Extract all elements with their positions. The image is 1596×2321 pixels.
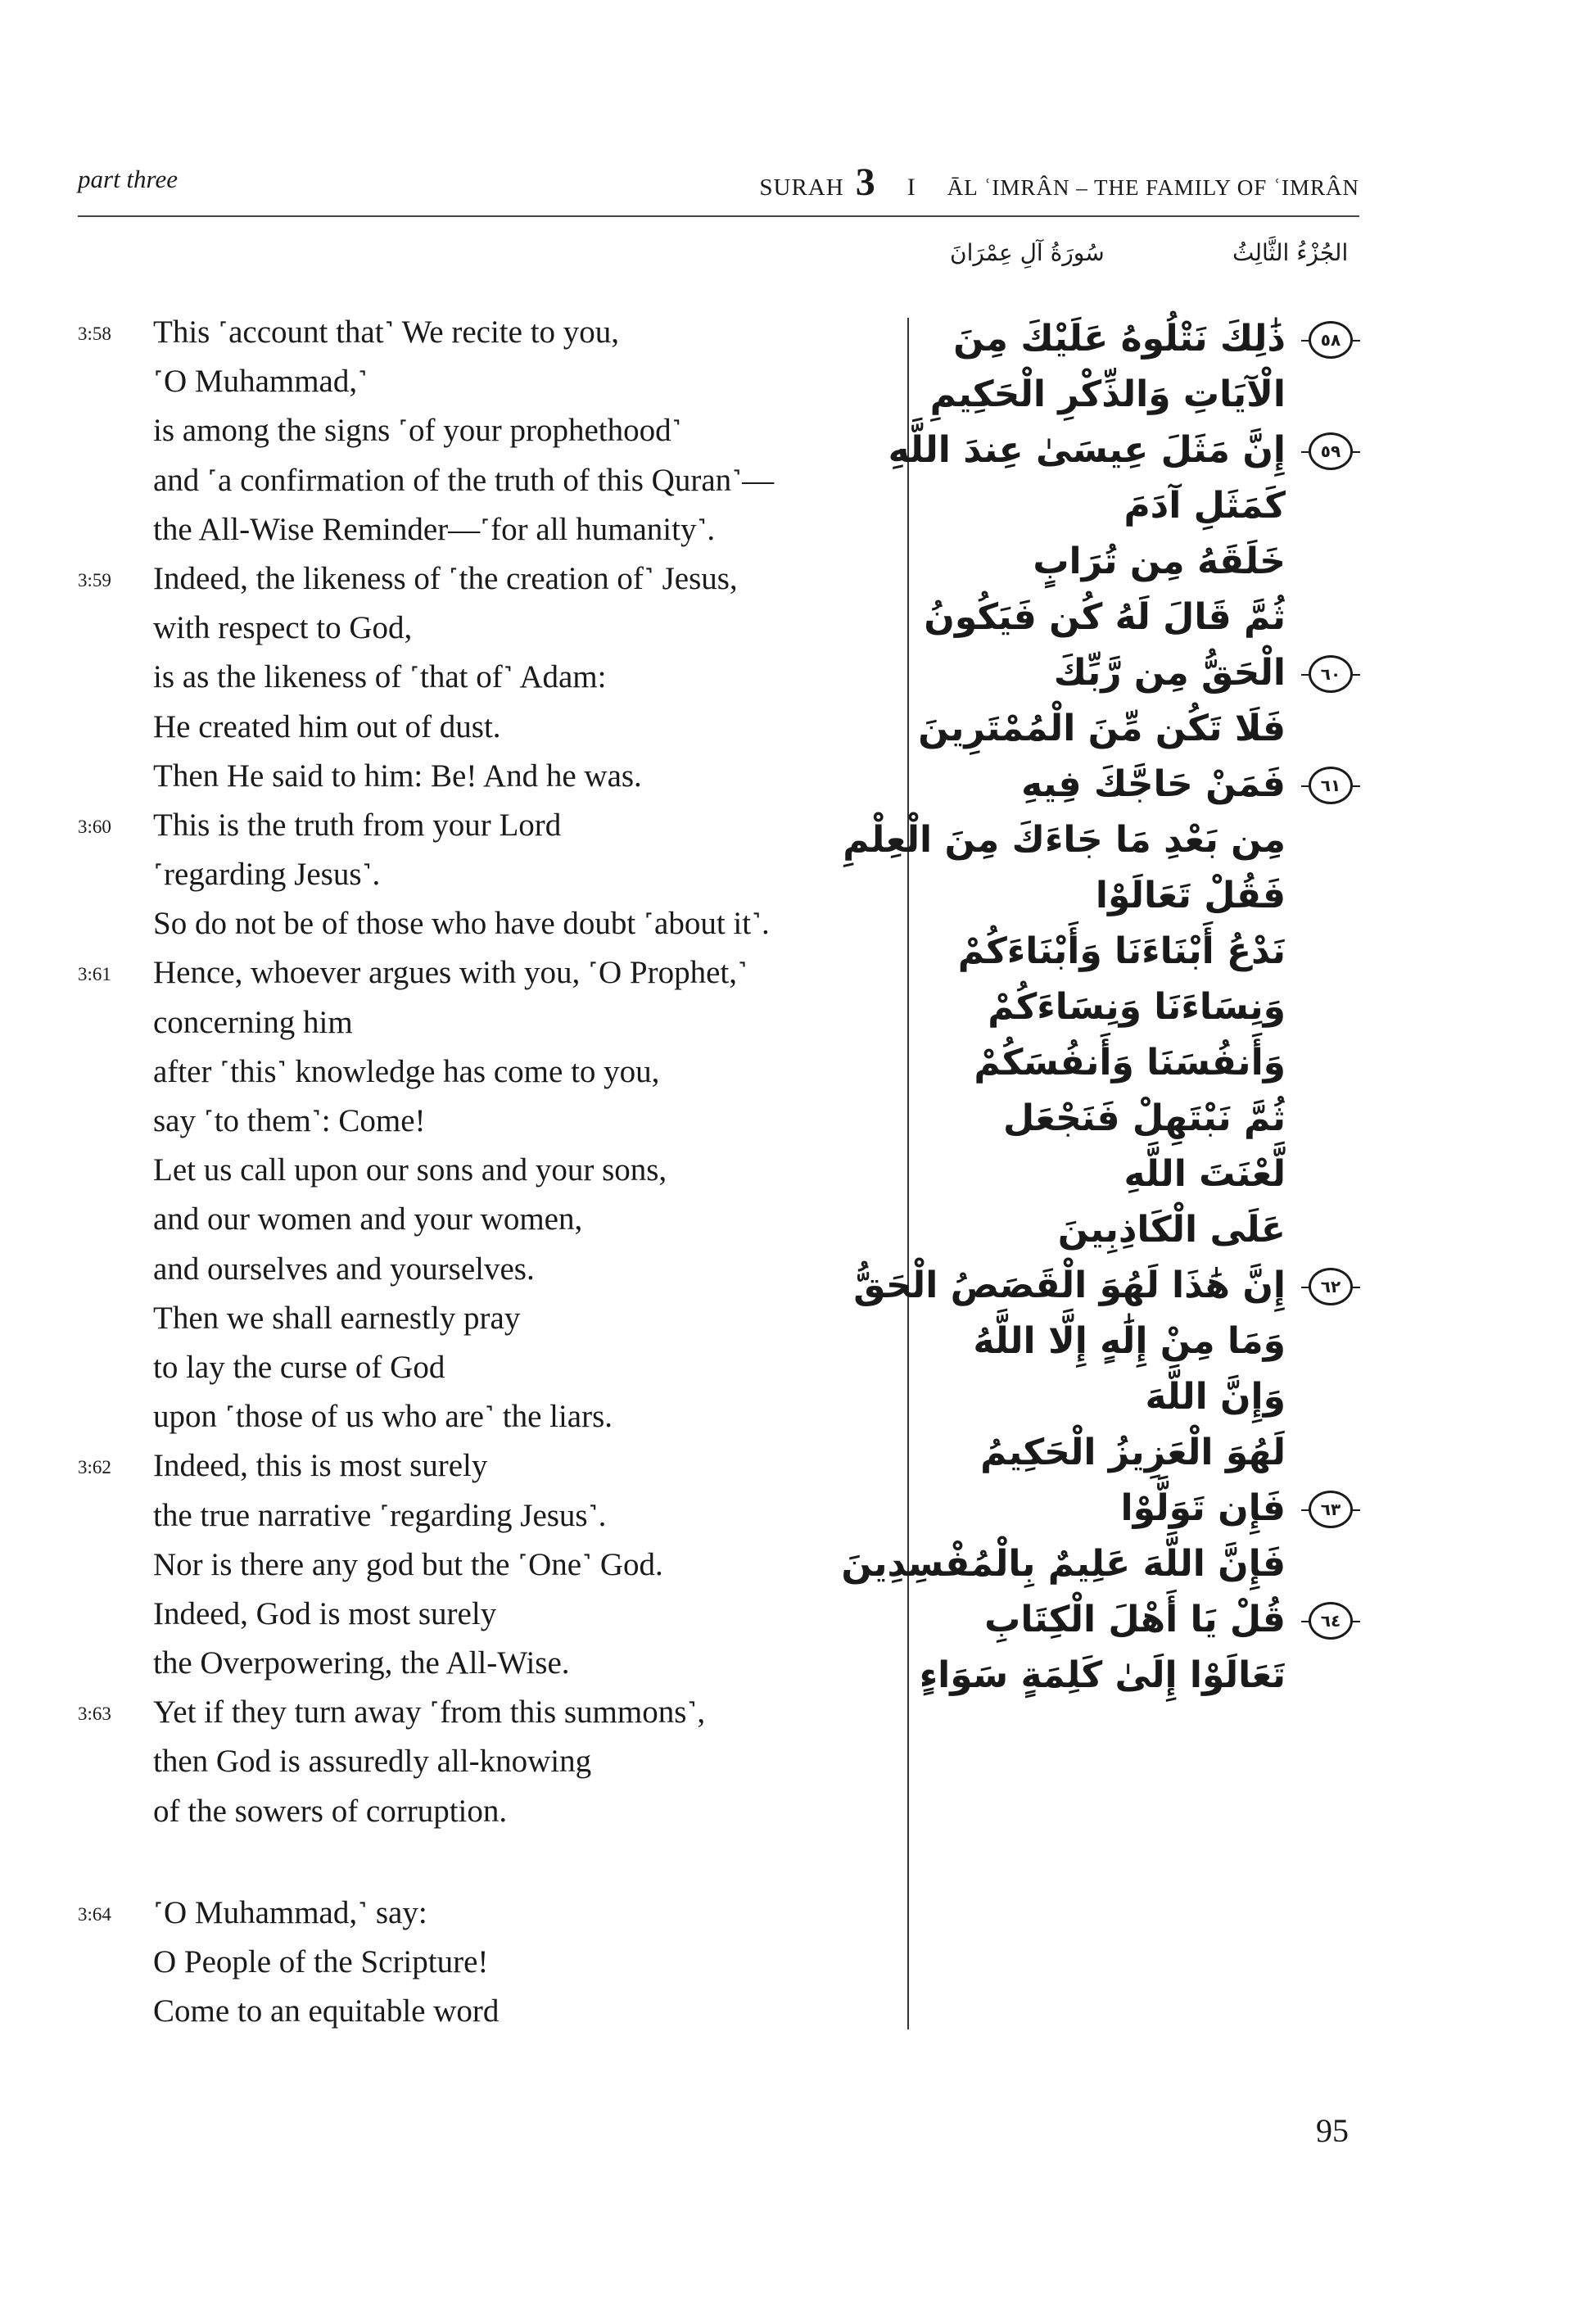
translation-text: say ˹to them˺: Come!: [153, 1103, 426, 1138]
arabic-line: [843, 812, 1359, 868]
arabic-text: الْآيَاتِ وَالذِّكْرِ الْحَكِيمِ: [929, 373, 1286, 415]
translation-line: [78, 456, 897, 505]
translation-line: [78, 406, 897, 455]
translation-text: after ˹this˺ knowledge has come to you,: [153, 1053, 660, 1089]
arabic-line: [917, 1035, 1359, 1091]
running-header: [78, 160, 1359, 209]
verse-number: 3:62: [78, 1457, 111, 1478]
translation-text: is among the signs ˹of your prophethood˺: [153, 413, 682, 449]
arabic-text: وَنِسَاءَنَا وَنِسَاءَكُمْ: [988, 986, 1286, 1028]
arabic-line: [917, 590, 1359, 645]
translation-text: Indeed, God is most surely: [153, 1595, 497, 1631]
verse-number: 3:63: [78, 1703, 111, 1725]
translation-line: [78, 1987, 897, 2036]
english-translation-column: [78, 308, 897, 2036]
translation-text: O People of the Scripture!: [153, 1944, 489, 1979]
verse-number: 3:60: [78, 816, 111, 837]
arabic-text: فَإِنَّ اللَّهَ عَلِيمٌ بِالْمُفْسِدِينَ: [841, 1543, 1286, 1585]
translation-line: [78, 1639, 897, 1688]
arabic-line: [917, 1481, 1359, 1536]
translation-text: ˹regarding Jesus˺.: [153, 857, 381, 893]
arabic-text: إِنَّ هَٰذَا لَهُوَ الْقَصَصُ الْحَقُّ: [853, 1265, 1286, 1306]
translation-text: and ˹a confirmation of the truth of this Quran˺—: [153, 462, 775, 498]
translation-line: [78, 653, 897, 702]
ayah-marker-icon: ٦٢: [1309, 1268, 1353, 1305]
translation-text: Hence, whoever argues with you, ˹O Prophet,˺: [153, 955, 748, 991]
translation-line: [78, 357, 897, 406]
arabic-surah-heading: سُورَةُ آلِ عِمْرَانَ: [950, 239, 1105, 266]
arabic-text: عَلَى الْكَاذِبِينَ: [1057, 1209, 1286, 1251]
arabic-text: نَدْعُ أَبْنَاءَنَا وَأَبْنَاءَكُمْ: [957, 930, 1286, 972]
translation-text: concerning him: [153, 1004, 353, 1040]
translation-line: [78, 1392, 897, 1441]
arabic-text: وَإِنَّ اللَّهَ: [1145, 1376, 1286, 1418]
verse-number: 3:61: [78, 964, 111, 985]
arabic-line: [917, 1202, 1359, 1258]
verse-number: 3:64: [78, 1903, 111, 1925]
arabic-line: [917, 924, 1359, 980]
translation-line: [78, 1146, 897, 1195]
arabic-line: [841, 1536, 1359, 1592]
translation-text: He created him out of dust.: [153, 708, 501, 744]
translation-text: Indeed, the likeness of ˹the creation of˺ Jesus,: [153, 560, 738, 596]
part-label: part three: [78, 165, 178, 193]
translation-line: [78, 1889, 897, 1938]
ayah-marker-icon: ٦٠: [1309, 655, 1353, 693]
translation-line: [78, 1541, 897, 1590]
arabic-line: [917, 1648, 1359, 1703]
translation-line: [78, 703, 897, 752]
arabic-line: [917, 478, 1359, 534]
arabic-text: وَأَنفُسَنَا وَأَنفُسَكُمْ: [974, 1042, 1286, 1084]
arabic-line: [917, 1091, 1359, 1147]
translation-line: [78, 1787, 897, 1836]
surah-heading: [759, 160, 1359, 205]
translation-line: [78, 308, 897, 357]
translation-text: Let us call upon our sons and your sons,: [153, 1152, 667, 1188]
surah-number: 3: [855, 161, 876, 204]
arabic-part-heading: الجُزْءُ الثَّالِثُ: [1232, 239, 1349, 266]
ayah-marker-icon: ٦٣: [1309, 1491, 1353, 1528]
translation-text: ˹O Muhammad,˺: [153, 364, 368, 400]
arabic-text: لَهُوَ الْعَزِيزُ الْحَكِيمُ: [980, 1432, 1286, 1473]
translation-line: [78, 1737, 897, 1786]
arabic-line: [917, 1369, 1359, 1425]
verse-number: 3:59: [78, 569, 111, 590]
arabic-text: وَمَا مِنْ إِلَٰهٍ إِلَّا اللَّهُ: [973, 1320, 1286, 1362]
arabic-line: [917, 367, 1359, 423]
surah-title: ĀL ʿIMRÂN – THE FAMILY OF ʿIMRÂN: [947, 175, 1359, 200]
arabic-text: فَلَا تَكُن مِّنَ الْمُمْتَرِينَ: [918, 708, 1286, 749]
arabic-text: خَلَقَهُ مِن تُرَابٍ: [1033, 541, 1286, 582]
translation-line: [78, 1195, 897, 1244]
arabic-line: [917, 757, 1359, 812]
arabic-text: مِن بَعْدِ مَا جَاءَكَ مِنَ الْعِلْمِ: [843, 819, 1286, 861]
translation-text: Yet if they turn away ˹from this summons˺,: [153, 1694, 706, 1731]
translation-text: and our women and your women,: [153, 1201, 583, 1237]
translation-line: [78, 948, 897, 998]
translation-line: [78, 604, 897, 653]
translation-text: Then we shall earnestly pray: [153, 1300, 521, 1336]
arabic-line: [917, 1425, 1359, 1481]
translation-text: Nor is there any god but the ˹One˺ God.: [153, 1546, 663, 1582]
translation-line: [78, 1688, 897, 1737]
translation-line: [78, 1491, 897, 1541]
header-rule: [78, 215, 1359, 217]
arabic-text: كَمَثَلِ آدَمَ: [1124, 485, 1286, 527]
arabic-text: ذَٰلِكَ نَتْلُوهُ عَلَيْكَ مِنَ: [953, 318, 1286, 360]
translation-text: upon ˹those of us who are˺ the liars.: [153, 1399, 613, 1435]
arabic-line: [917, 980, 1359, 1035]
ayah-marker-icon: ٥٨: [1309, 321, 1353, 359]
arabic-line: [917, 1147, 1359, 1202]
translation-line: [78, 850, 897, 899]
translation-line: [78, 998, 897, 1047]
header-separator: I: [907, 174, 916, 201]
arabic-text: إِنَّ مَثَلَ عِيسَىٰ عِندَ اللَّهِ: [888, 429, 1286, 471]
arabic-text: فَإِن تَوَلَّوْا: [1120, 1487, 1286, 1529]
translation-line: [78, 752, 897, 801]
translation-line: [78, 1097, 897, 1146]
translation-text: So do not be of those who have doubt ˹about it˺.: [153, 906, 770, 942]
ayah-marker-icon: ٦٤: [1309, 1602, 1353, 1640]
translation-line: [78, 1245, 897, 1294]
translation-text: the true narrative ˹regarding Jesus˺.: [153, 1497, 607, 1533]
translation-text: with respect to God,: [153, 610, 413, 646]
surah-word: SURAH: [759, 174, 844, 201]
column-divider: [907, 318, 909, 2029]
translation-text: the All-Wise Reminder—˹for all humanity˺.: [153, 511, 716, 547]
arabic-line: [853, 1258, 1359, 1314]
translation-text: and ourselves and yourselves.: [153, 1251, 535, 1287]
arabic-text: تَعَالَوْا إِلَىٰ كَلِمَةٍ سَوَاءٍ: [919, 1654, 1286, 1696]
translation-line: [78, 505, 897, 554]
translation-text: then God is assuredly all-knowing: [153, 1744, 592, 1780]
arabic-text-column: [841, 311, 1359, 1703]
arabic-text: فَقُلْ تَعَالَوْا: [1095, 875, 1286, 916]
translation-line: [78, 899, 897, 948]
translation-text: to lay the curse of God: [153, 1349, 445, 1385]
arabic-text: فَمَنْ حَاجَّكَ فِيهِ: [1021, 763, 1286, 805]
translation-line: [78, 554, 897, 604]
arabic-text: ثُمَّ نَبْتَهِلْ فَنَجْعَل: [1002, 1097, 1286, 1139]
translation-line: [78, 1294, 897, 1343]
translation-line: [78, 1938, 897, 1987]
arabic-line: [917, 1314, 1359, 1369]
translation-text: the Overpowering, the All-Wise.: [153, 1645, 570, 1681]
translation-text: of the sowers of corruption.: [153, 1793, 508, 1829]
translation-line: [78, 1590, 897, 1639]
translation-text: Come to an equitable word: [153, 1993, 500, 2029]
translation-line: [78, 801, 897, 850]
translation-line: [78, 1343, 897, 1392]
arabic-text: قُلْ يَا أَهْلَ الْكِتَابِ: [984, 1599, 1286, 1640]
ayah-marker-icon: ٥٩: [1309, 432, 1353, 470]
translation-text: ˹O Muhammad,˺ say:: [153, 1894, 427, 1930]
arabic-text: لَّعْنَتَ اللَّهِ: [1124, 1153, 1286, 1195]
translation-text: This ˹account that˺ We recite to you,: [153, 314, 620, 350]
verse-number: 3:58: [78, 323, 111, 344]
page-number: 95: [1316, 2112, 1349, 2149]
arabic-line: [917, 868, 1359, 924]
translation-text: This is the truth from your Lord: [153, 807, 562, 843]
translation-line: [78, 1441, 897, 1491]
arabic-line: [888, 423, 1359, 478]
arabic-line: [917, 645, 1359, 701]
arabic-text: الْحَقُّ مِن رَّبِّكَ: [1053, 652, 1286, 694]
arabic-line: [917, 311, 1359, 367]
arabic-text: ثُمَّ قَالَ لَهُ كُن فَيَكُونُ: [924, 596, 1286, 638]
arabic-line: [917, 1592, 1359, 1648]
translation-text: is as the likeness of ˹that of˺ Adam:: [153, 659, 607, 695]
translation-text: Indeed, this is most surely: [153, 1448, 488, 1484]
ayah-marker-icon: ٦١: [1309, 767, 1353, 804]
translation-line: [78, 1047, 897, 1097]
arabic-line: [917, 701, 1359, 757]
translation-text: Then He said to him: Be! And he was.: [153, 758, 642, 794]
arabic-line: [917, 534, 1359, 590]
